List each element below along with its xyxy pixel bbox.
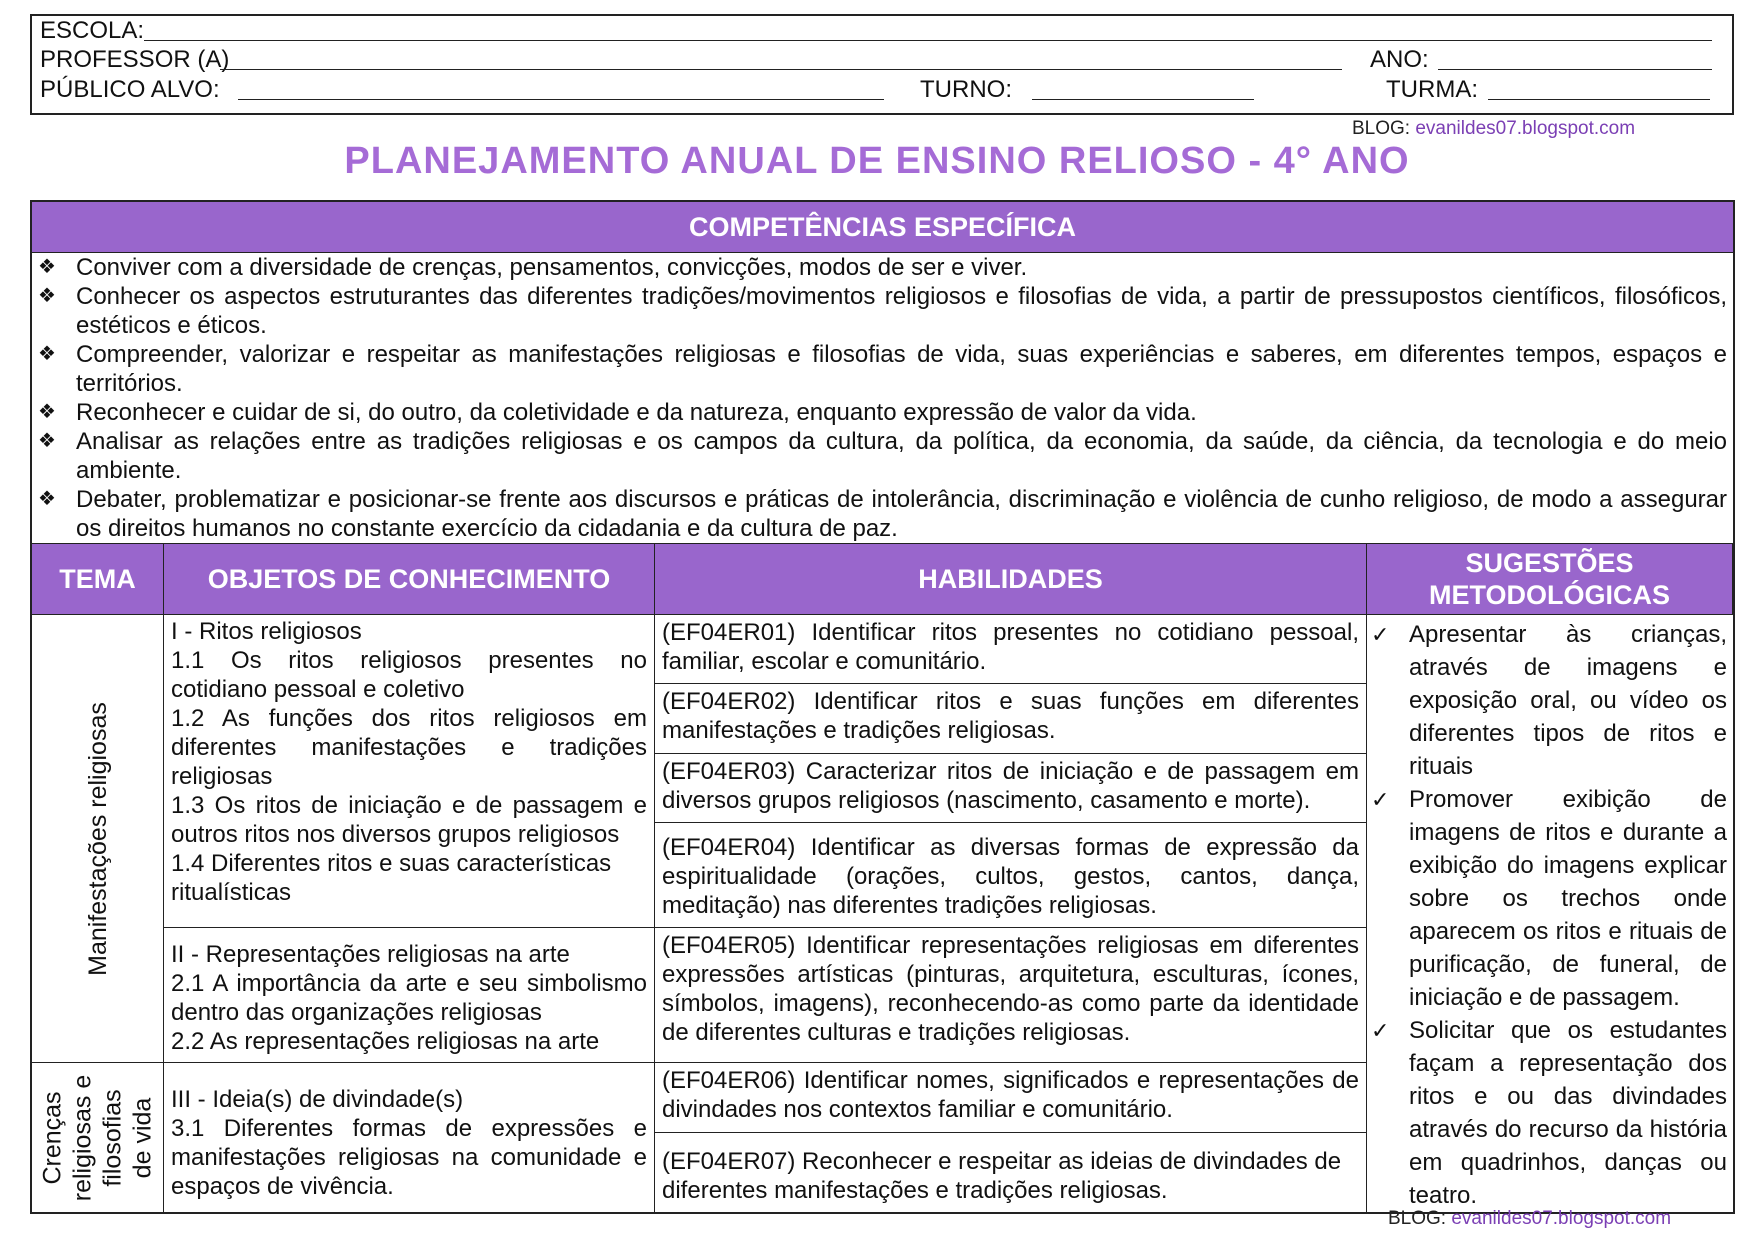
blog-url[interactable]: evanildes07.blogspot.com <box>1451 1208 1672 1229</box>
list-item: ❖ Debater, problematizar e posicionar-se frente aos discursos e práticas de intolerância, discriminação e violência de cunho religioso, de modo a assegurar os direitos humanos no constante exercício da cidadania e da cultura de paz. <box>38 486 1727 542</box>
column-header-habilidades: HABILIDADES <box>655 544 1367 615</box>
objetos-ritos: I - Ritos religiosos 1.1 Os ritos religiosos presentes no cotidiano pessoal e coletivo 1.2 As funções dos ritos religiosos em diferentes manifestações e tradições religiosas 1.3 Os ritos de iniciação e de passagem e outros ritos nos diversos grupos religiosos 1.4 Diferentes ritos e suas características ritualísticas <box>164 615 655 928</box>
diamond-bullet-icon: ❖ <box>38 343 56 365</box>
habilidade-ef04er03: (EF04ER03) Caracterizar ritos de iniciação e de passagem em diversos grupos religiosos (nascimento, casamento e morte). <box>655 754 1367 823</box>
diamond-bullet-icon: ❖ <box>38 488 56 510</box>
blog-url[interactable]: evanildes07.blogspot.com <box>1415 118 1636 139</box>
content-grid <box>32 544 1733 1212</box>
list-item: ❖ Compreender, valorizar e respeitar as manifestações religiosas e filosofias de vida, suas experiências e saberes, em diferentes tempos, espaços e territórios. <box>38 341 1727 397</box>
professor-label: PROFESSOR (A) <box>40 46 230 73</box>
list-item: ✓ Solicitar que os estudantes façam a representação dos ritos e ou das divindades através do recurso da história em quadrinhos, danças ou teatro. <box>1371 1014 1727 1212</box>
diamond-bullet-icon: ❖ <box>38 401 56 423</box>
column-header-sugestoes: SUGESTÕES METODOLÓGICAS <box>1367 544 1733 615</box>
escola-line[interactable] <box>144 40 1712 41</box>
ano-label: ANO: <box>1370 46 1429 73</box>
turno-label: TURNO: <box>920 76 1012 103</box>
diamond-bullet-icon: ❖ <box>38 430 56 452</box>
diamond-bullet-icon: ❖ <box>38 285 56 307</box>
publico-line[interactable] <box>238 99 884 100</box>
habilidade-ef04er05: (EF04ER05) Identificar representações religiosas em diferentes expressões artísticas (pinturas, arquitetura, esculturas, ícones, símbolos, imagens), reconhecendo-as como parte da identidade de diferentes culturas e tradições religiosas. <box>655 928 1367 1063</box>
list-item: ❖ Conviver com a diversidade de crenças, pensamentos, convicções, modos de ser e viver. <box>38 254 1028 281</box>
turno-line[interactable] <box>1032 99 1254 100</box>
habilidade-ef04er04: (EF04ER04) Identificar as diversas formas de expressão da espiritualidade (orações, cultos, gestos, cantos, dança, meditação) nas diferentes tradições religiosas. <box>655 823 1367 928</box>
checkmark-icon: ✓ <box>1371 1018 1390 1043</box>
diamond-bullet-icon: ❖ <box>38 256 56 278</box>
escola-row <box>40 16 1724 46</box>
objetos-divindades: III - Ideia(s) de divindade(s) 3.1 Diferentes formas de expressões e manifestações religiosas na comunidade e espaços de vivência. <box>164 1063 655 1212</box>
blog-label: BLOG: <box>1388 1208 1447 1229</box>
sugestoes-metodologicas <box>1367 615 1733 1212</box>
column-header-tema: TEMA <box>32 544 164 615</box>
checkmark-icon: ✓ <box>1371 787 1390 812</box>
list-item: ❖ Reconhecer e cuidar de si, do outro, da coletividade e da natureza, enquanto expressão de valor da vida. <box>38 399 1197 426</box>
blog-bottom <box>1388 1208 1671 1230</box>
planning-table <box>30 200 1735 1214</box>
tema-crencas: Crenças religiosas e filosofias de vida <box>32 1063 164 1212</box>
blog-top <box>1352 118 1635 140</box>
habilidade-ef04er02: (EF04ER02) Identificar ritos e suas funções em diferentes manifestações e tradições religiosas. <box>655 684 1367 753</box>
habilidade-ef04er06: (EF04ER06) Identificar nomes, significados e representações de divindades nos contextos familiar e comunitário. <box>655 1063 1367 1132</box>
checkmark-icon: ✓ <box>1371 622 1390 647</box>
objetos-representacoes: II - Representações religiosas na arte 2.1 A importância da arte e seu simbolismo dentro das organizações religiosas 2.2 As representações religiosas na arte <box>164 928 655 1063</box>
escola-label: ESCOLA: <box>40 17 145 44</box>
page-title: PLANEJAMENTO ANUAL DE ENSINO RELIOSO - 4° ANO <box>344 140 1410 182</box>
habilidade-ef04er07: (EF04ER07) Reconhecer e respeitar as ideias de divindades de diferentes manifestações e tradições religiosas. <box>655 1133 1367 1212</box>
school-info-box <box>30 14 1734 115</box>
ano-line[interactable] <box>1438 69 1712 70</box>
turma-label: TURMA: <box>1386 76 1478 103</box>
blog-label: BLOG: <box>1352 118 1411 139</box>
publico-label: PÚBLICO ALVO: <box>40 76 220 103</box>
competencias-heading: COMPETÊNCIAS ESPECÍFICA <box>32 202 1733 253</box>
list-item: ✓ Promover exibição de imagens de ritos e durante a exibição do imagens explicar sobre os trechos onde aparecem os ritos e rituais de purificação, de funeral, de iniciação e de passagem. <box>1371 783 1727 1014</box>
professor-row <box>40 45 1724 75</box>
competencias-list <box>32 253 1733 544</box>
list-item: ❖ Conhecer os aspectos estruturantes das diferentes tradições/movimentos religiosos e filosofias de vida, a partir de pressupostos científicos, filosóficos, estéticos e éticos. <box>38 283 1727 339</box>
list-item: ✓ Apresentar às crianças, através de imagens e exposição oral, ou vídeo os diferentes tipos de ritos e rituais <box>1371 618 1727 783</box>
habilidade-ef04er01: (EF04ER01) Identificar ritos presentes no cotidiano pessoal, familiar, escolar e comunitário. <box>655 615 1367 684</box>
column-header-objetos: OBJETOS DE CONHECIMENTO <box>164 544 655 615</box>
tema-manifestacoes: Manifestações religiosas <box>32 615 164 1063</box>
professor-line[interactable] <box>220 69 1342 70</box>
publico-row <box>40 75 1724 105</box>
list-item: ❖ Analisar as relações entre as tradições religiosas e os campos da cultura, da política, da economia, da saúde, da ciência, da tecnologia e do meio ambiente. <box>38 428 1727 484</box>
turma-line[interactable] <box>1488 99 1710 100</box>
